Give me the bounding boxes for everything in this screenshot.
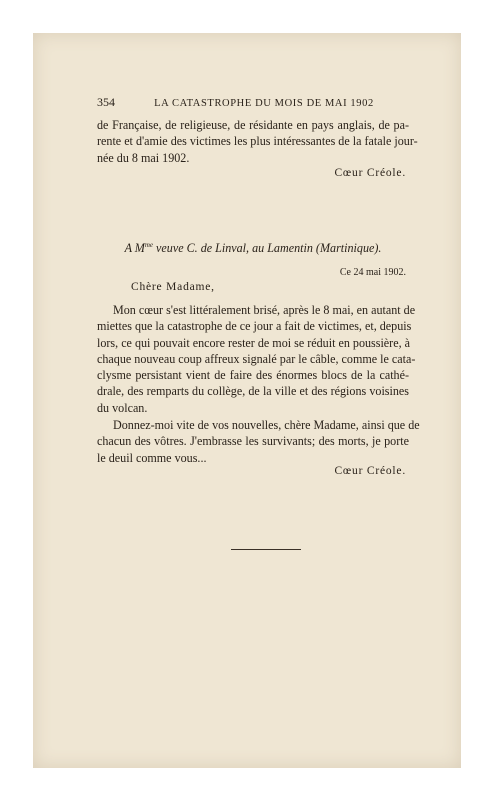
text-line: née du 8 mai 1902. — [97, 150, 190, 165]
paragraph-continuation — [97, 117, 418, 166]
letter-date: Ce 24 mai 1902. — [339, 267, 406, 278]
signature-first-letter: Cœur Créole. — [334, 167, 406, 179]
text-line: du volcan. — [97, 400, 148, 415]
running-head: LA CATASTROPHE DU MOIS DE MAI 1902 — [154, 98, 374, 109]
letter-address — [97, 241, 409, 256]
text-line: chaque nouveau coup affreux signalé par le câble, comme le cata- — [97, 351, 416, 366]
signature-second-letter: Cœur Créole. — [334, 465, 406, 477]
book-page — [33, 33, 461, 768]
paragraph-body — [97, 302, 416, 416]
text-line: le deuil comme vous... — [97, 450, 207, 465]
text-line: rente et d'amie des victimes les plus intéressantes de la fatale jour- — [97, 134, 418, 149]
page-number: 354 — [97, 95, 115, 109]
address-superscript: me — [144, 241, 154, 249]
text-line: chacun des vôtres. J'embrasse les survivants; des morts, je porte — [97, 434, 409, 449]
text-line: Mon cœur s'est littéralement brisé, après le 8 mai, en autant de — [113, 303, 416, 317]
text-line: de Française, de religieuse, de résidante en pays anglais, de pa- — [97, 118, 409, 132]
text-line: Donnez-moi vite de vos nouvelles, chère Madame, ainsi que de — [113, 418, 420, 432]
text-line: clysme persistant vient de faire des énormes blocs de la cathé- — [97, 368, 409, 383]
paragraph-closing — [97, 417, 420, 466]
text-line: miettes que la catastrophe de ce jour a fait de victimes, et, depuis — [97, 319, 412, 334]
text-line: lors, ce qui pouvait encore rester de moi se réduit en poussière, à — [97, 335, 410, 350]
salutation: Chère Madame, — [131, 281, 215, 293]
section-divider — [231, 549, 301, 550]
page-header — [97, 95, 405, 110]
address-prefix: A M — [124, 241, 145, 256]
address-rest: veuve C. de Linval, au Lamentin (Martinique). — [153, 241, 382, 256]
text-line: drale, des remparts du collège, de la ville et des régions voisines — [97, 384, 409, 399]
